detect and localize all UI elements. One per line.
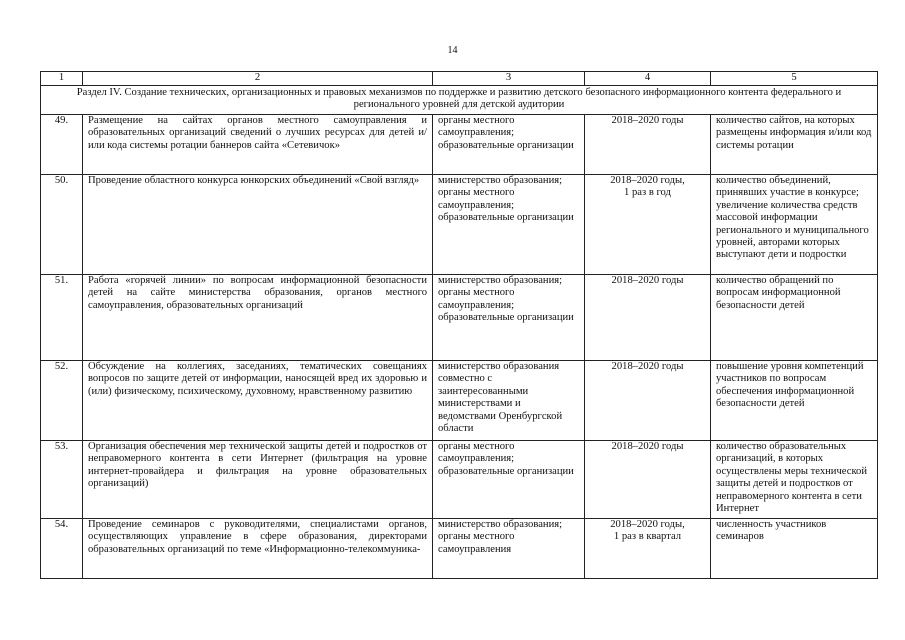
period-line: 1 раз в год	[624, 187, 671, 199]
executor-line: министерство образования;	[438, 175, 563, 186]
measure-description: Обсуждение на коллегиях, заседаниях, тематических совещаниях вопросов по защите детей от информации, наносящей вред их здоровью и (или) физическому, психическому, духовному, нравственному развитию	[83, 361, 433, 441]
executor-line: министерство образования;	[438, 275, 563, 286]
executors-cell	[433, 275, 585, 361]
section-title: Раздел IV. Создание технических, организационных и правовых механизмов по поддержке и развитию детского безопасного информационного контента федерального и регионального уровней для детской аудитории	[41, 86, 878, 115]
column-header: 1	[41, 72, 83, 86]
period-line: 1 раз в квартал	[613, 531, 682, 543]
period-cell	[585, 175, 711, 275]
table-row	[41, 275, 878, 361]
indicator-cell: численность участников семинаров	[711, 519, 878, 579]
row-number: 50.	[41, 175, 83, 275]
executor-line: образовательные организации	[438, 139, 574, 151]
executor-line: органы местного самоуправления	[438, 531, 515, 555]
period-cell	[585, 441, 711, 519]
period-cell	[585, 275, 711, 361]
executor-line: министерство образования;	[438, 519, 563, 530]
table-row	[41, 175, 878, 275]
executor-line: образовательные организации	[438, 212, 574, 224]
executors-cell	[433, 441, 585, 519]
measure-description: Размещение на сайтах органов местного самоуправления и образовательных организаций сведений о лучших ресурсах для детей и/или кода системы ротации баннеров сайта «Сетевичок»	[83, 115, 433, 175]
indicator-cell: количество объединений, принявших участие в конкурсе; увеличение количества средств массовой информации регионального и муниципального уровней, авторами которых выступают дети и подростки	[711, 175, 878, 275]
page-number: 14	[447, 45, 458, 56]
indicator-cell: количество сайтов, на которых размещены информация и/или код системы ротации	[711, 115, 878, 175]
row-number: 53.	[41, 441, 83, 519]
measure-description: Проведение семинаров с руководителями, специалистами органов, осуществляющих управление в сфере образования, директорами образовательных организаций по теме «Информационно-телекоммуника-	[83, 519, 433, 579]
period-line: 2018–2020 годы	[611, 361, 684, 372]
period-line: 2018–2020 годы,	[610, 519, 685, 530]
indicator-cell: повышение уровня компетенций участников по вопросам обеспечения информационной безопасности детей	[711, 361, 878, 441]
period-cell	[585, 361, 711, 441]
indicator-cell: количество образовательных организаций, в которых осуществлены меры технической защиты детей и подростков от неправомерного контента в сети Интернет	[711, 441, 878, 519]
action-plan-table	[40, 71, 878, 579]
section-heading-row	[41, 86, 878, 115]
executor-line: образовательные организации	[438, 465, 574, 477]
row-number: 51.	[41, 275, 83, 361]
row-number: 54.	[41, 519, 83, 579]
table-body	[41, 115, 878, 579]
column-header: 3	[433, 72, 585, 86]
executor-line: органы местного самоуправления;	[438, 115, 515, 139]
table-row	[41, 115, 878, 175]
period-line: 2018–2020 годы	[611, 115, 684, 126]
executor-line: органы местного самоуправления;	[438, 441, 515, 465]
executor-line: органы местного самоуправления;	[438, 187, 515, 211]
measure-description: Работа «горячей линии» по вопросам информационной безопасности детей на сайте министерства образования, органов местного самоуправления, образовательных организаций	[83, 275, 433, 361]
column-number-header	[41, 72, 878, 86]
table-row	[41, 519, 878, 579]
executors-cell	[433, 361, 585, 441]
table-row	[41, 361, 878, 441]
executor-line: министерство образования совместно с заинтересованными министерствами и ведомствами Оренбургской области	[438, 361, 563, 435]
executors-cell	[433, 519, 585, 579]
column-header: 5	[711, 72, 878, 86]
row-number: 52.	[41, 361, 83, 441]
period-cell	[585, 519, 711, 579]
table-row	[41, 441, 878, 519]
column-header: 4	[585, 72, 711, 86]
row-number: 49.	[41, 115, 83, 175]
measure-description: Проведение областного конкурса юнкорских объединений «Свой взгляд»	[83, 175, 433, 275]
period-line: 2018–2020 годы	[611, 441, 684, 452]
executor-line: образовательные организации	[438, 312, 574, 324]
executors-cell	[433, 175, 585, 275]
period-line: 2018–2020 годы,	[610, 175, 685, 186]
period-cell	[585, 115, 711, 175]
column-header: 2	[83, 72, 433, 86]
measure-description: Организация обеспечения мер технической защиты детей и подростков от неправомерного контента в сети Интернет (фильтрация на уровне интернет-провайдера и фильтрация на уровне образовательных организаций)	[83, 441, 433, 519]
executors-cell	[433, 115, 585, 175]
executor-line: органы местного самоуправления;	[438, 287, 515, 311]
period-line: 2018–2020 годы	[611, 275, 684, 286]
indicator-cell: количество обращений по вопросам информационной безопасности детей	[711, 275, 878, 361]
